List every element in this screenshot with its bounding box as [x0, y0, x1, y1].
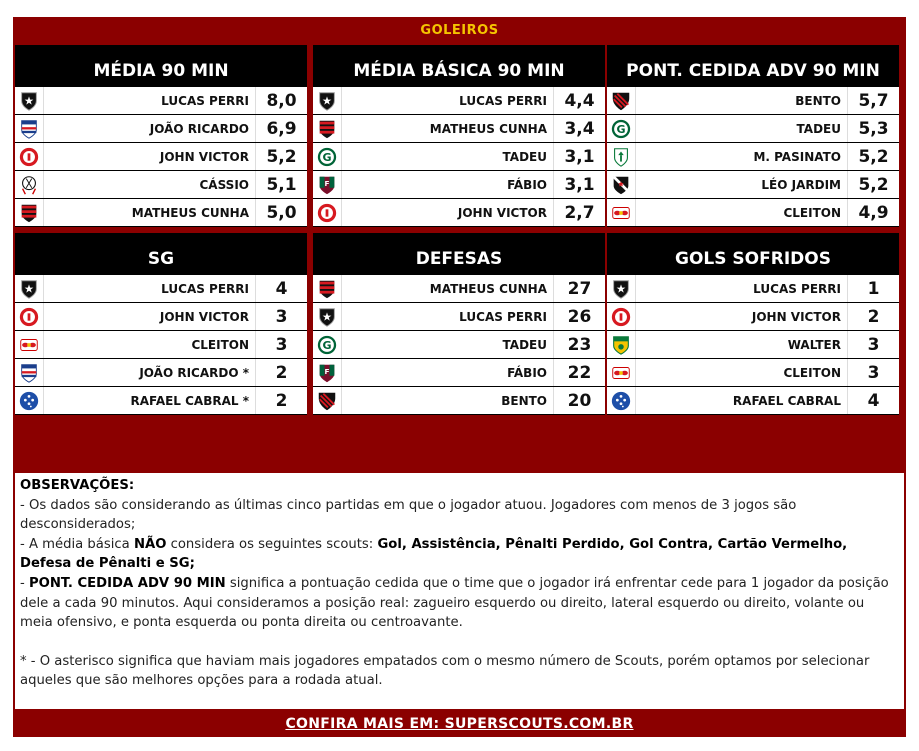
stat-panel [607, 45, 899, 227]
stat-value: 3,1 [553, 143, 605, 170]
player-name: TADEU [341, 331, 553, 358]
player-name: TADEU [341, 143, 553, 170]
table-row [313, 387, 605, 414]
player-name: JOHN VICTOR [43, 303, 255, 330]
stat-value: 4 [255, 275, 307, 302]
fluminense-crest-icon [313, 359, 341, 386]
fortaleza-crest-icon [15, 115, 43, 142]
table-row [15, 143, 307, 170]
note-line-3: - PONT. CEDIDA ADV 90 MIN significa a pontuação cedida que o time que o jogador irá enfrentar cede para 1 jogador da posição dele a cada 90 minutos. Aqui consideramos a posição real: zagueiro esquerdo ou direito, lateral esquerdo ou direito, volante ou meia ofensivo, e ponta esquerda ou ponta direita ou centroavante. [20, 575, 889, 631]
table-row [15, 303, 307, 330]
flamengo-crest-icon [313, 115, 341, 142]
internacional-crest-icon [15, 143, 43, 170]
panel-title: MÉDIA 90 MIN [93, 61, 229, 81]
player-name: RAFAEL CABRAL [635, 387, 847, 414]
botafogo-crest-icon [313, 303, 341, 330]
stat-value: 20 [553, 387, 605, 414]
stat-value: 23 [553, 331, 605, 358]
svg-text:G: G [322, 150, 332, 164]
table-row [607, 199, 899, 226]
player-name: JOHN VICTOR [341, 199, 553, 226]
stat-value: 2,7 [553, 199, 605, 226]
stat-value: 5,2 [847, 143, 899, 170]
svg-text:G: G [322, 338, 332, 352]
player-name: LUCAS PERRI [43, 275, 255, 302]
table-row [607, 275, 899, 302]
goias-crest-icon [313, 331, 341, 358]
player-name: MATHEUS CUNHA [341, 275, 553, 302]
flamengo-crest-icon [313, 275, 341, 302]
svg-text:G: G [616, 122, 626, 136]
player-name: CLEITON [635, 199, 847, 226]
player-name: BENTO [635, 87, 847, 114]
internacional-crest-icon [313, 199, 341, 226]
stat-value: 6,9 [255, 115, 307, 142]
botafogo-crest-icon [607, 275, 635, 302]
table-row [607, 303, 899, 330]
table-row [607, 387, 899, 414]
cruzeiro-crest-icon [15, 387, 43, 414]
player-name: LUCAS PERRI [635, 275, 847, 302]
internacional-crest-icon [15, 303, 43, 330]
panel-title: DEFESAS [415, 249, 503, 269]
player-name: M. PASINATO [635, 143, 847, 170]
goias-crest-icon [607, 115, 635, 142]
bragantino-crest-icon [607, 359, 635, 386]
table-row [15, 87, 307, 114]
section-title: GOLEIROS [420, 22, 499, 38]
player-name: JOHN VICTOR [43, 143, 255, 170]
stat-value: 22 [553, 359, 605, 386]
table-row [313, 303, 605, 330]
panel-title: GOLS SOFRIDOS [675, 249, 831, 269]
stat-value: 4,4 [553, 87, 605, 114]
stat-panel [313, 233, 605, 415]
observations [15, 473, 904, 709]
player-name: CÁSSIO [43, 171, 255, 198]
note-line-1: - Os dados são considerando as últimas cinco partidas em que o jogador atuou. Jogadores com menos de 3 jogos são desconsiderados; [20, 497, 797, 533]
table-row [15, 171, 307, 198]
fortaleza-crest-icon [15, 359, 43, 386]
player-name: WALTER [635, 331, 847, 358]
athletico-crest-icon [313, 387, 341, 414]
player-name: TADEU [635, 115, 847, 142]
svg-text:F: F [324, 366, 330, 376]
table-row [313, 275, 605, 302]
table-row [15, 359, 307, 386]
stat-panel [607, 233, 899, 415]
bragantino-crest-icon [15, 331, 43, 358]
stat-panel [313, 45, 605, 227]
cruzeiro-crest-icon [607, 387, 635, 414]
table-row [607, 359, 899, 386]
player-name: JOÃO RICARDO * [43, 359, 255, 386]
table-row [607, 115, 899, 142]
table-row [313, 171, 605, 198]
stat-value: 5,3 [847, 115, 899, 142]
vasco-crest-icon [607, 171, 635, 198]
stat-value: 5,1 [255, 171, 307, 198]
panel-title: PONT. CEDIDA ADV 90 MIN [626, 61, 880, 81]
stat-value: 1 [847, 275, 899, 302]
footer-link[interactable]: CONFIRA MAIS EM: SUPERSCOUTS.COM.BR [285, 716, 634, 732]
botafogo-crest-icon [313, 87, 341, 114]
stat-value: 4,9 [847, 199, 899, 226]
stat-value: 3 [255, 303, 307, 330]
player-name: CLEITON [635, 359, 847, 386]
table-row [313, 115, 605, 142]
table-row [607, 171, 899, 198]
panel-title: MÉDIA BÁSICA 90 MIN [353, 61, 565, 81]
stat-value: 8,0 [255, 87, 307, 114]
table-row [15, 115, 307, 142]
botafogo-crest-icon [15, 275, 43, 302]
cuiaba-crest-icon [607, 331, 635, 358]
stat-value: 5,2 [255, 143, 307, 170]
player-name: JOÃO RICARDO [43, 115, 255, 142]
corinthians-crest-icon [15, 171, 43, 198]
player-name: FÁBIO [341, 359, 553, 386]
observations-heading: OBSERVAÇÕES: [20, 478, 135, 493]
stat-value: 26 [553, 303, 605, 330]
bragantino-crest-icon [607, 199, 635, 226]
stat-value: 5,7 [847, 87, 899, 114]
player-name: MATHEUS CUNHA [43, 199, 255, 226]
table-row [313, 143, 605, 170]
table-row [607, 143, 899, 170]
player-name: FÁBIO [341, 171, 553, 198]
fluminense-crest-icon [313, 171, 341, 198]
player-name: MATHEUS CUNHA [341, 115, 553, 142]
stat-panel [15, 233, 307, 415]
stat-value: 27 [553, 275, 605, 302]
table-row [607, 87, 899, 114]
america-mg-crest-icon [607, 143, 635, 170]
internacional-crest-icon [607, 303, 635, 330]
note-line-2: - A média básica NÃO considera os seguintes scouts: Gol, Assistência, Pênalti Perdido, Gol Contra, Cartão Vermelho, Defesa de Pênalti e SG; [20, 536, 848, 572]
player-name: JOHN VICTOR [635, 303, 847, 330]
table-row [15, 199, 307, 226]
table-row [607, 331, 899, 358]
table-row [313, 199, 605, 226]
stat-panel [15, 45, 307, 227]
athletico-crest-icon [607, 87, 635, 114]
stat-value: 5,0 [255, 199, 307, 226]
table-row [15, 387, 307, 414]
stat-value: 3 [847, 359, 899, 386]
player-name: LÉO JARDIM [635, 171, 847, 198]
player-name: CLEITON [43, 331, 255, 358]
note-line-4: * - O asterisco significa que haviam mais jogadores empatados com o mesmo número de Scouts, porém optamos por selecionar aqueles que são melhores opções para a rodada atual. [20, 653, 870, 689]
table-row [313, 359, 605, 386]
stat-value: 2 [255, 359, 307, 386]
table-row [313, 331, 605, 358]
goalkeepers-card [13, 17, 906, 737]
player-name: RAFAEL CABRAL * [43, 387, 255, 414]
stat-value: 3,4 [553, 115, 605, 142]
stat-value: 3 [847, 331, 899, 358]
stat-value: 3 [255, 331, 307, 358]
flamengo-crest-icon [15, 199, 43, 226]
botafogo-crest-icon [15, 87, 43, 114]
player-name: LUCAS PERRI [341, 303, 553, 330]
stat-value: 3,1 [553, 171, 605, 198]
table-row [15, 275, 307, 302]
svg-text:F: F [324, 178, 330, 188]
panel-title: SG [147, 249, 175, 269]
goias-crest-icon [313, 143, 341, 170]
player-name: LUCAS PERRI [43, 87, 255, 114]
player-name: BENTO [341, 387, 553, 414]
stat-value: 4 [847, 387, 899, 414]
stat-value: 2 [847, 303, 899, 330]
stat-value: 5,2 [847, 171, 899, 198]
table-row [313, 87, 605, 114]
stat-value: 2 [255, 387, 307, 414]
player-name: LUCAS PERRI [341, 87, 553, 114]
table-row [15, 331, 307, 358]
